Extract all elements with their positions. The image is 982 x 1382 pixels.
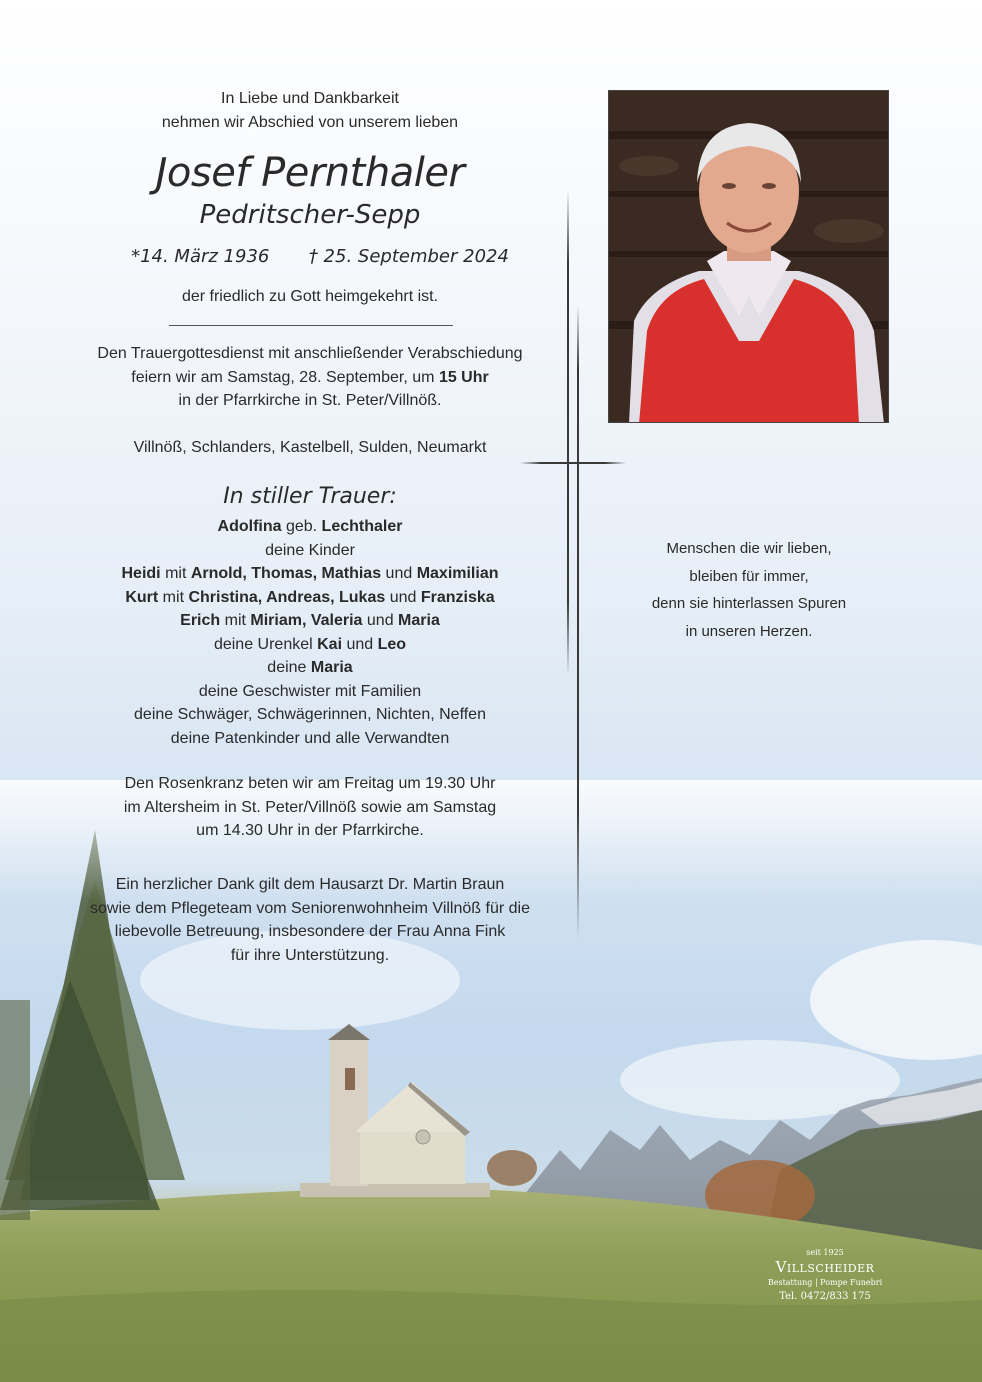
mourner-child <box>60 609 560 633</box>
mourner-name: Franziska <box>420 588 495 606</box>
mourner-name: Leo <box>377 635 407 653</box>
mourner-name: Heidi <box>121 565 161 582</box>
mourner-name: Kai <box>317 635 343 653</box>
mourner-maria <box>60 656 560 680</box>
service-line: in der Pfarrkirche in St. Peter/Villnöß. <box>178 392 442 409</box>
cross-horizontal <box>520 462 626 464</box>
mourner-connector: und <box>342 635 378 653</box>
logo-since: seit 1925 <box>806 1248 844 1257</box>
mourner-kinder: deine Kinder <box>265 541 355 559</box>
intro-block <box>60 87 560 134</box>
quote-line: Menschen die wir lieben, <box>666 540 832 557</box>
mourner-connector: deine <box>267 659 311 676</box>
mourners-heading: In stiller Trauer: <box>223 484 397 509</box>
mourner-name: Christina, Andreas, Lukas <box>188 588 386 606</box>
rosary-line: im Altersheim in St. Peter/Villnöß sowie am Samstag <box>123 798 497 816</box>
intro-line: In Liebe und Dankbarkeit <box>221 90 399 107</box>
quote-line: denn sie hinterlassen Spuren <box>651 595 847 612</box>
portrait-image <box>609 91 889 423</box>
quote-line: bleiben für immer, <box>689 567 809 585</box>
memorial-quote <box>608 535 890 645</box>
mourner-connector: und <box>381 565 417 582</box>
thanks-block <box>50 873 570 967</box>
mourner-connector: geb. <box>281 518 322 535</box>
mourner-child <box>60 586 560 610</box>
funeral-home-logo <box>745 1248 905 1305</box>
mourner-name: Maria <box>310 659 353 676</box>
quote-line: in unseren Herzen. <box>685 622 813 640</box>
mourner-name: Arnold, Thomas, Mathias <box>190 565 382 582</box>
mourner-name: Maximilian <box>416 565 499 582</box>
mourner-name: Kurt <box>125 588 159 606</box>
service-line: Den Trauergottesdienst mit anschließender Verabschiedung <box>97 345 523 362</box>
mourner-connector: und <box>362 612 399 629</box>
mourner-name: Erich <box>180 612 221 629</box>
mourner-name: Adolfina <box>217 518 282 535</box>
mourner-inlaws: deine Schwäger, Schwägerinnen, Nichten, Neffen <box>134 706 486 723</box>
mourner-name: Lechthaler <box>321 518 403 535</box>
mourner-connector: mit <box>158 588 189 606</box>
logo-name: Villscheider <box>775 1258 875 1276</box>
service-line <box>60 366 560 390</box>
mourners-list <box>60 515 560 750</box>
mourner-siblings: deine Geschwister mit Familien <box>198 682 422 700</box>
vertical-line-left <box>567 190 569 675</box>
life-dates <box>80 245 560 269</box>
mourner-wife <box>60 515 560 539</box>
mourner-name: Miriam, Valeria <box>250 612 363 629</box>
mourner-child <box>60 562 560 586</box>
portrait-photo <box>608 90 889 423</box>
service-time: 15 Uhr <box>438 368 489 386</box>
intro-line: nehmen wir Abschied von unserem lieben <box>161 113 459 131</box>
thanks-line: für ihre Unterstützung. <box>230 946 390 964</box>
deceased-nickname: Pedritscher-Sepp <box>199 200 421 230</box>
mourner-connector: mit <box>160 565 191 582</box>
thanks-line: sowie dem Pflegeteam vom Seniorenwohnheim Villnöß für die <box>90 899 530 917</box>
thanks-line: liebevolle Betreuung, insbesondere der Frau Anna Fink <box>114 923 506 940</box>
logo-tagline: Bestattung | Pompe Funebri <box>767 1278 883 1287</box>
rosary-line: Den Rosenkranz beten wir am Freitag um 19.30 Uhr <box>124 775 496 792</box>
places-line: Villnöß, Schlanders, Kastelbell, Sulden, Neumarkt <box>133 439 487 456</box>
mourner-connector: und <box>385 588 421 606</box>
rosary-line: um 14.30 Uhr in der Pfarrkirche. <box>196 822 424 839</box>
mourner-name: Maria <box>398 612 440 629</box>
birth-date: *14. März 1936 <box>131 246 270 267</box>
passed-line: der friedlich zu Gott heimgekehrt ist. <box>181 288 439 305</box>
mourner-connector: mit <box>220 612 251 629</box>
mourner-godchildren: deine Patenkinder und alle Verwandten <box>170 729 450 747</box>
service-block <box>60 342 560 413</box>
logo-phone: Tel. 0472/833 175 <box>779 1291 871 1302</box>
divider <box>169 325 453 326</box>
death-date: † 25. September 2024 <box>308 246 509 267</box>
service-date: feiern wir am Samstag, 28. September, um <box>131 368 439 386</box>
mourner-urenkel <box>60 633 560 657</box>
thanks-line: Ein herzlicher Dank gilt dem Hausarzt Dr. Martin Braun <box>115 876 505 893</box>
deceased-name: Josef Pernthaler <box>155 150 465 196</box>
rosary-block <box>60 772 560 843</box>
mourner-connector: deine Urenkel <box>213 635 318 653</box>
cross-vertical <box>577 305 579 940</box>
